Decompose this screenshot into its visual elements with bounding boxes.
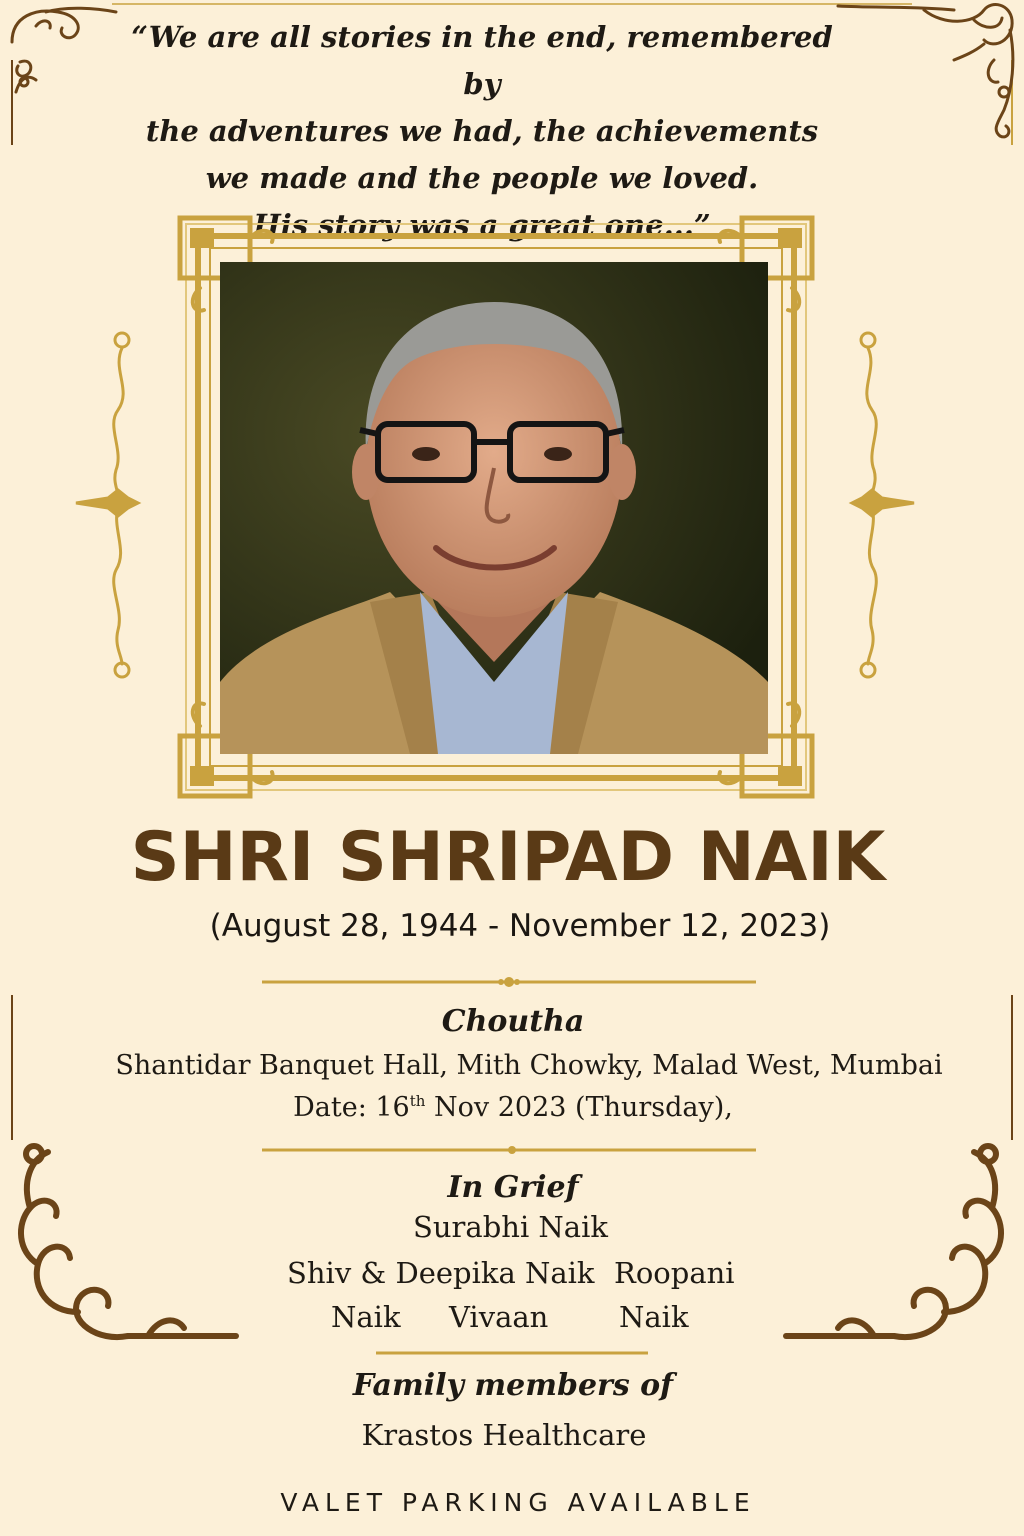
grief-name-vivaan: Vivaan [449, 1300, 549, 1334]
grief-name-naik-2: Naik [619, 1300, 689, 1334]
portrait-photo [220, 262, 768, 754]
life-dates: (August 28, 1944 - November 12, 2023) [209, 908, 831, 944]
quote-line-3: we made and the people we loved. [205, 161, 759, 195]
family-organization: Krastos Healthcare [361, 1418, 647, 1452]
grief-name-naik-1: Naik [331, 1300, 401, 1334]
divider-3 [376, 1348, 656, 1358]
deceased-name: SHRI SHRIPAD NAIK [130, 818, 886, 897]
grief-heading: In Grief [447, 1170, 579, 1205]
choutha-venue: Shantidar Banquet Hall, Mith Chowky, Malad West, Mumbai [115, 1050, 943, 1081]
divider-2 [262, 1140, 762, 1160]
choutha-date-suffix: Nov 2023 (Thursday), [425, 1092, 733, 1123]
quote-line-1: “We are all stories in the end, remembered by [131, 20, 833, 101]
quote-line-2: the adventures we had, the achievements [145, 114, 819, 148]
divider-1 [262, 972, 762, 992]
bottom-left-scroll-icon [8, 1132, 248, 1342]
choutha-date-prefix: Date: 16 [293, 1092, 410, 1123]
left-side-ornament-icon [72, 330, 152, 680]
choutha-date-suffix-sup: th [409, 1092, 426, 1110]
grief-name-roopani: Roopani [614, 1256, 735, 1290]
quote-line-4: His story was a great one...” [253, 208, 711, 242]
grief-name-shiv-deepika: Shiv & Deepika Naik [287, 1256, 595, 1290]
family-heading: Family members of [352, 1368, 674, 1403]
top-right-corner-ornament-icon [834, 0, 1024, 150]
grief-name-surabhi: Surabhi Naik [413, 1210, 608, 1244]
bottom-right-scroll-icon [782, 1132, 1022, 1342]
right-side-ornament-icon [846, 330, 926, 680]
choutha-date [0, 1092, 1024, 1123]
valet-parking-notice: VALET PARKING AVAILABLE [280, 1488, 756, 1517]
memorial-quote [112, 14, 852, 249]
choutha-heading: Choutha [441, 1004, 585, 1039]
portrait-illustration [220, 262, 768, 754]
